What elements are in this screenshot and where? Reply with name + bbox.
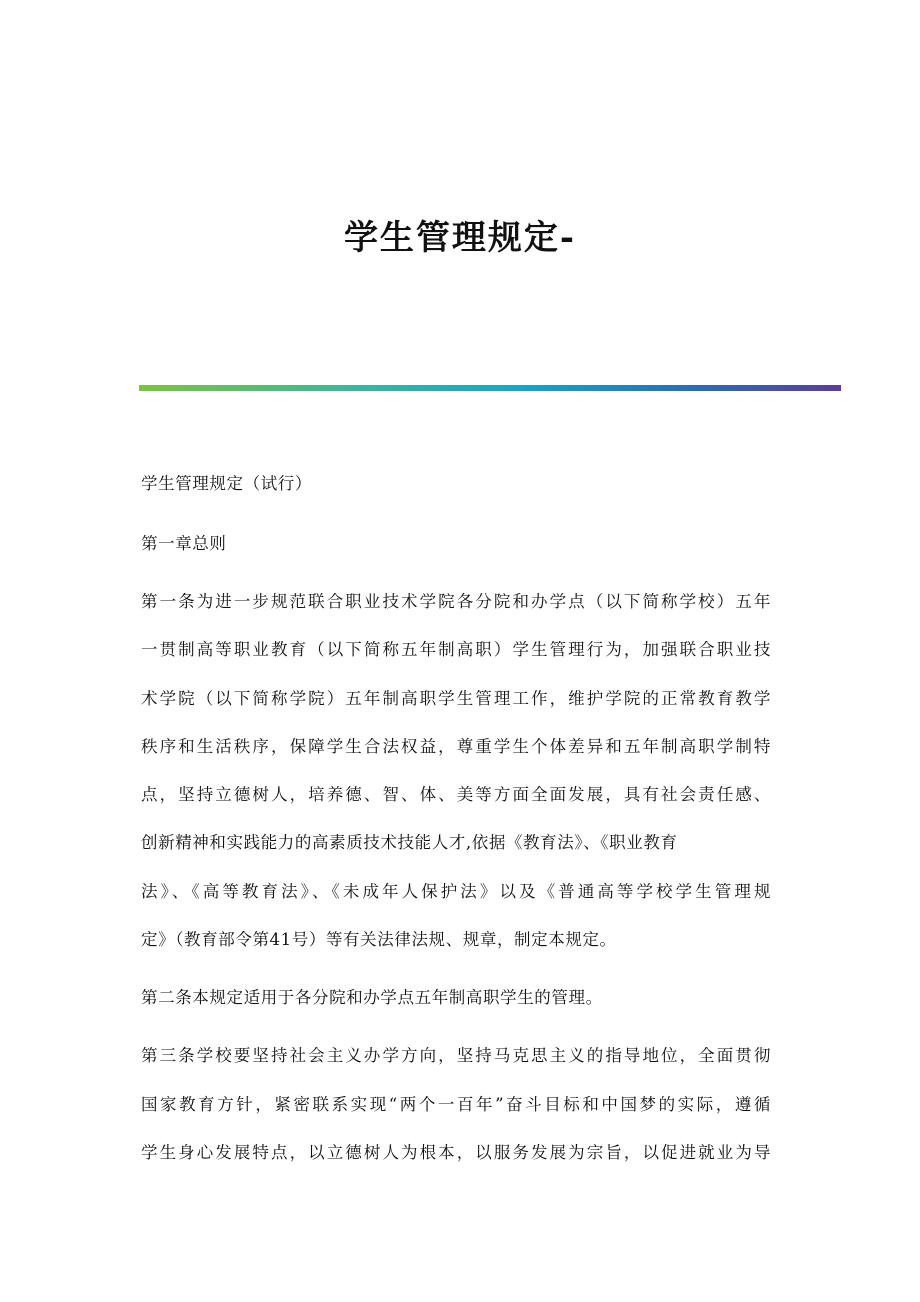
article-1-line: 点，坚持立德树人，培养德、智、体、美等方面全面发展，具有社会责任感、 bbox=[141, 785, 771, 805]
article-3-line: 学生身心发展特点，以立德树人为根本，以服务发展为宗旨，以促进就业为导 bbox=[141, 1142, 771, 1162]
article-1-line: 法》、《高等教育法》、《未成年人保护法》以及《普通高等学校学生管理规 bbox=[141, 881, 771, 901]
article-3-line: 国家教育方针，紧密联系实现“两个一百年”奋斗目标和中国梦的实际，遵循 bbox=[141, 1094, 771, 1114]
article-1 bbox=[141, 578, 771, 964]
article-3 bbox=[141, 1032, 771, 1177]
article-1-line: 创新精神和实践能力的高素质技术技能人才,依据《教育法》、《职业教育 bbox=[141, 833, 678, 853]
article-1-line: 一贯制高等职业教育（以下简称五年制高职）学生管理行为，加强联合职业技 bbox=[141, 640, 771, 660]
document-subtitle: 学生管理规定（试行） bbox=[141, 474, 312, 493]
article-3-line: 第三条学校要坚持社会主义办学方向，坚持马克思主义的指导地位，全面贯彻 bbox=[141, 1046, 771, 1066]
article-1-line: 秩序和生活秩序，保障学生合法权益，尊重学生个体差异和五年制高职学制特 bbox=[141, 736, 771, 756]
article-1-line: 第一条为进一步规范联合职业技术学院各分院和办学点（以下简称学校）五年 bbox=[141, 592, 771, 611]
article-1-line: 定》（教育部令第41号）等有关法律法规、规章，制定本规定。 bbox=[141, 930, 617, 950]
article-2: 第二条本规定适用于各分院和办学点五年制高职学生的管理。 bbox=[141, 988, 603, 1008]
title-divider bbox=[139, 385, 841, 391]
chapter-heading: 第一章总则 bbox=[141, 534, 227, 553]
document-body bbox=[141, 458, 771, 1177]
article-1-line: 术学院（以下简称学院）五年制高职学生管理工作，维护学院的正常教育教学 bbox=[141, 688, 771, 708]
document-title: 学生管理规定- bbox=[343, 218, 577, 258]
